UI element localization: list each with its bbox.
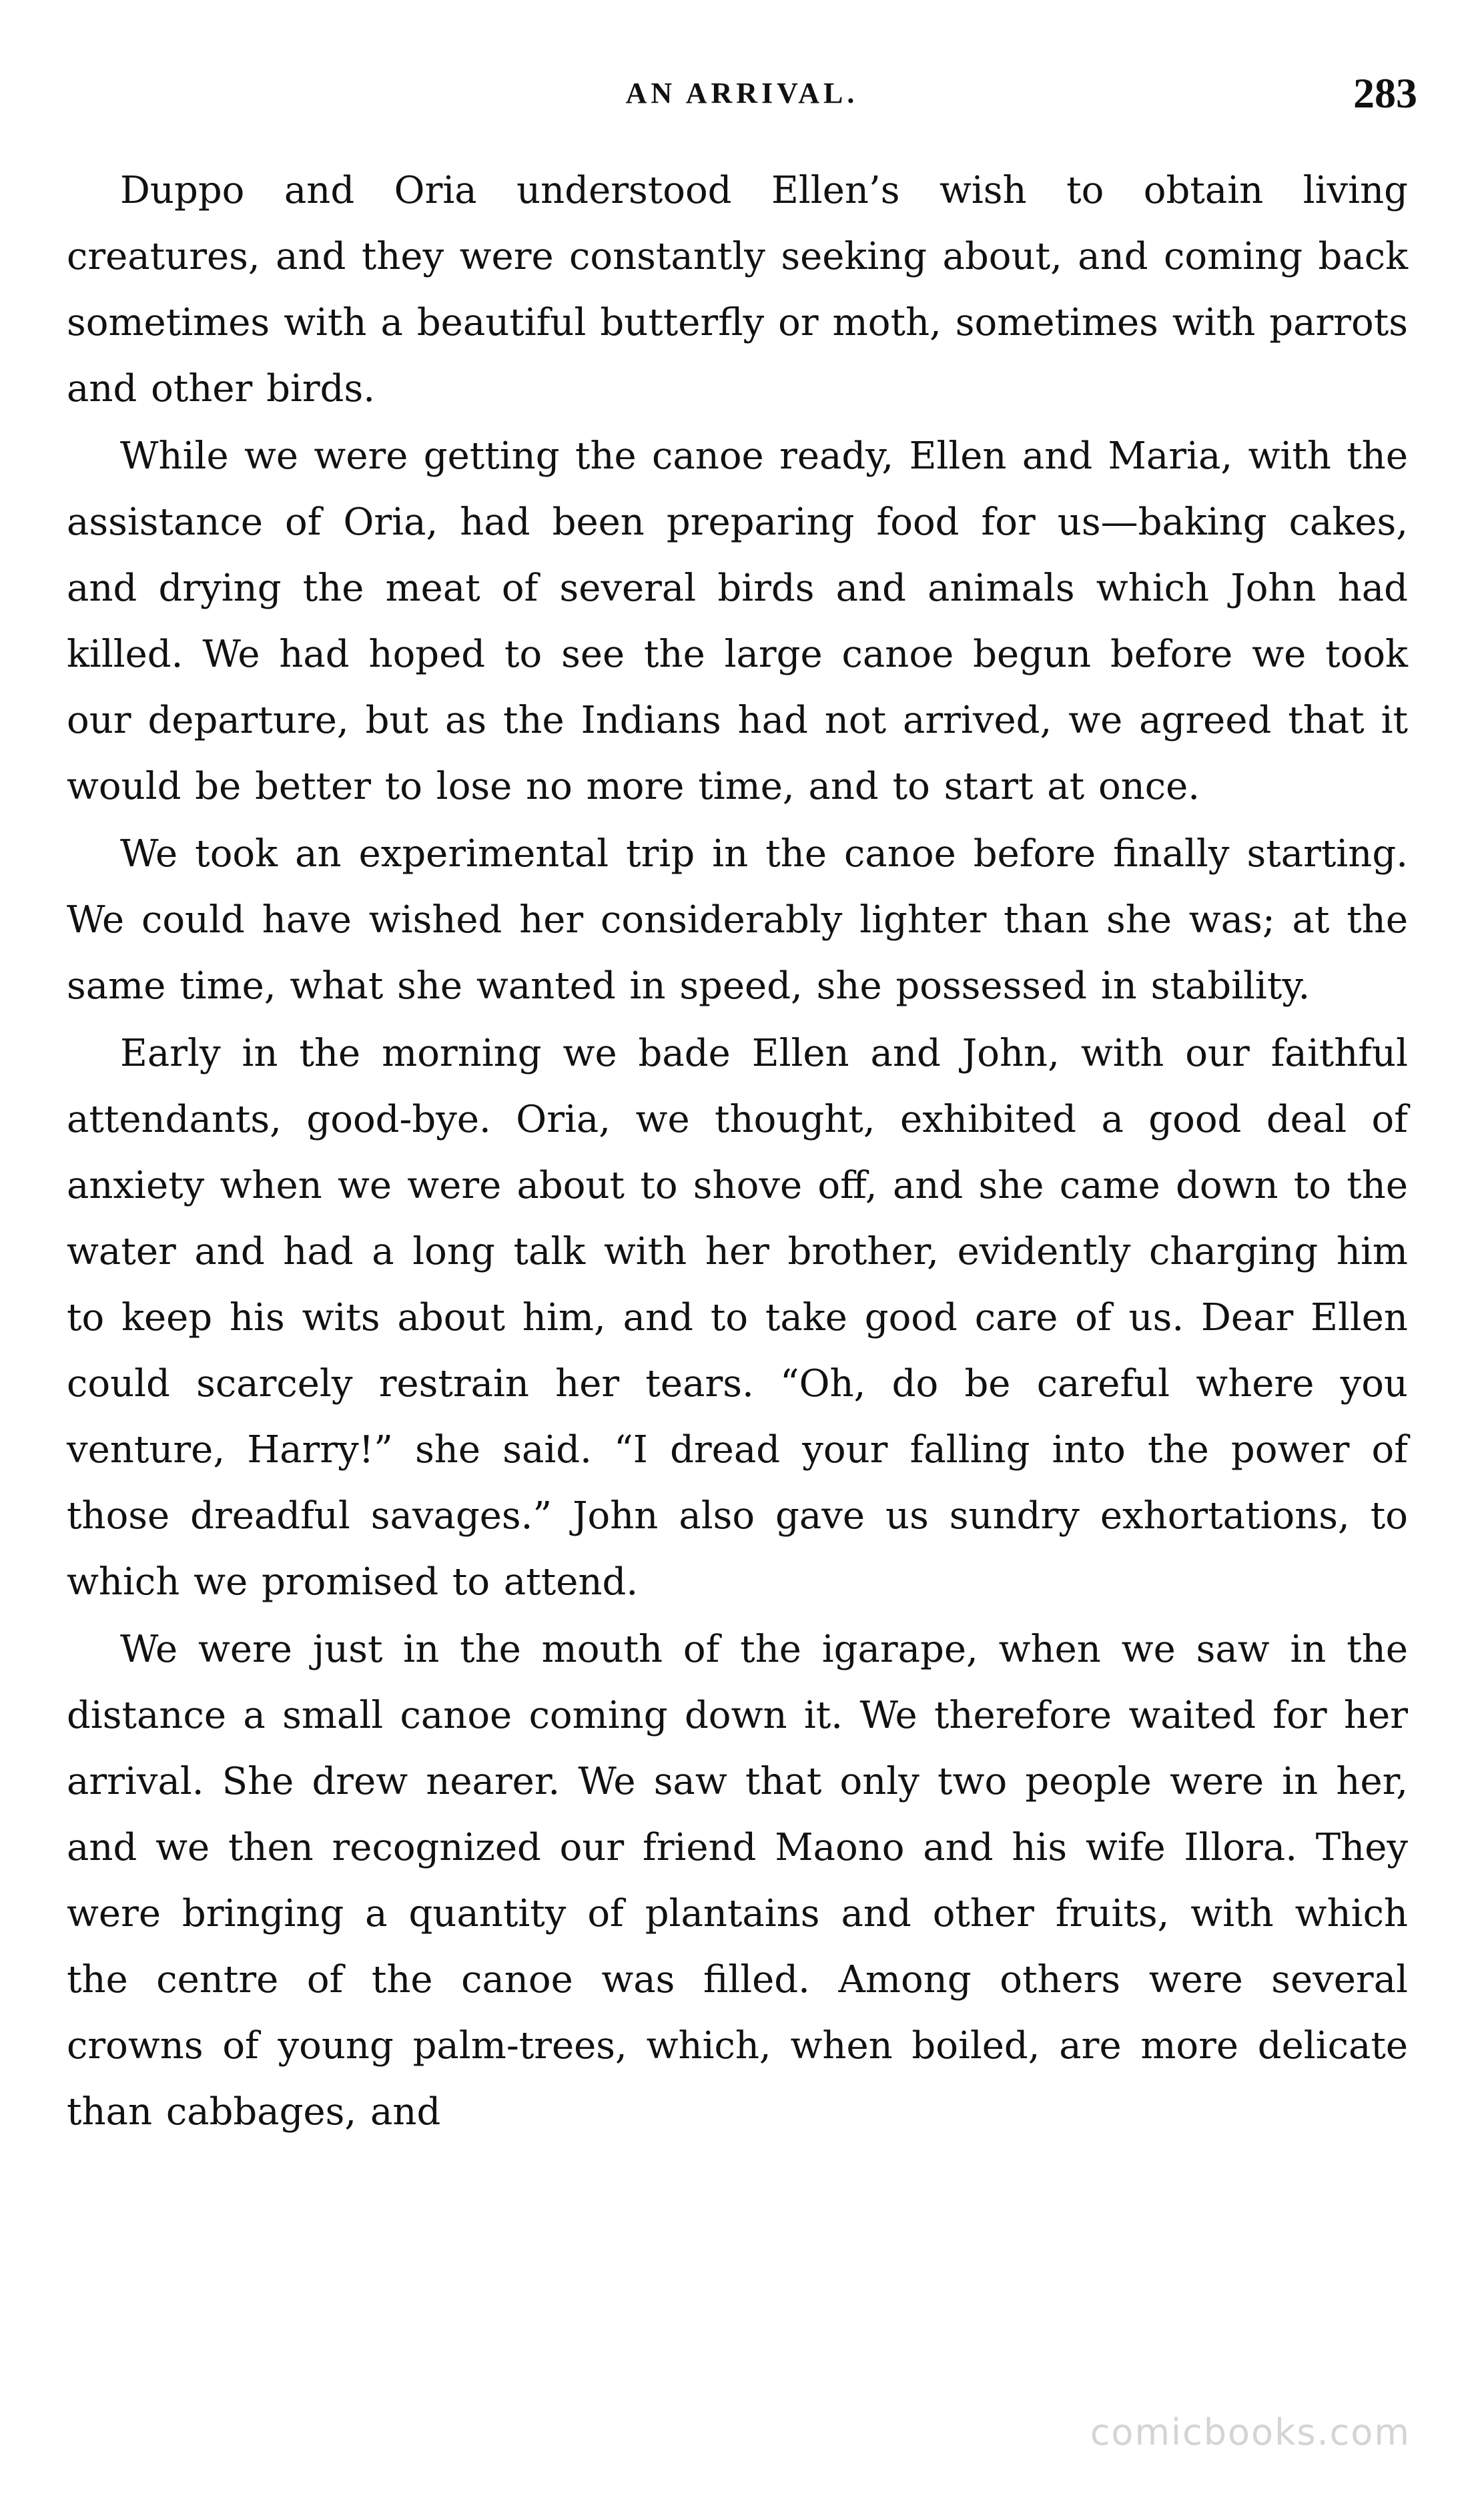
paragraph-5: We were just in the mouth of the igarape, when we saw in the distance a small canoe coming down it. We therefore waited for her arrival. She drew nearer. We saw that only two people were in her, and we then recognized our friend Maono and his wife Illora. They were bringing a quantity of plantains and other fruits, with which the centre of the canoe was filled. Among others were several crowns of young palm-trees, which, when boiled, are more delicate than cabbages, and [67,1628,1408,2134]
page-number: 283 [1353,69,1417,117]
page-header [67,63,1417,123]
paragraph-2: While we were getting the canoe ready, Ellen and Maria, with the assistance of Oria, had been preparing food for us—baking cakes, and drying the meat of several birds and animals which John had killed. We had hoped to see the large canoe begun before we took our departure, but as the Indians had not arrived, we agreed that it would be better to lose no more time, and to start at once. [67,434,1408,808]
paragraph-4: Early in the morning we bade Ellen and John, with our faithful attendants, good-bye. Oria, we thought, exhibited a good deal of anxiety when we were about to shove off, and she came down to the water and had a long talk with her brother, evidently charging him to keep his wits about him, and to take good care of us. Dear Ellen could scarcely restrain her tears. “Oh, do be careful where you venture, Harry!” she said. “I dread your falling into the power of those dreadful savages.” John also gave us sundry exhortations, to which we promised to attend. [67,1032,1408,1604]
running-title: AN ARRIVAL. [625,77,859,109]
paragraph-3: We took an experimental trip in the canoe before finally starting. We could have wished her considerably lighter than she was; at the same time, what she wanted in speed, she possessed in stability. [67,832,1408,1008]
watermark-text: comicbooks.com [1090,2411,1411,2453]
body-text [67,158,1408,2146]
paragraph-1: Duppo and Oria understood Ellen’s wish to obtain living creatures, and they were constantly seeking about, and coming back sometimes with a beautiful butterfly or moth, sometimes with parrots and other birds. [67,169,1408,410]
